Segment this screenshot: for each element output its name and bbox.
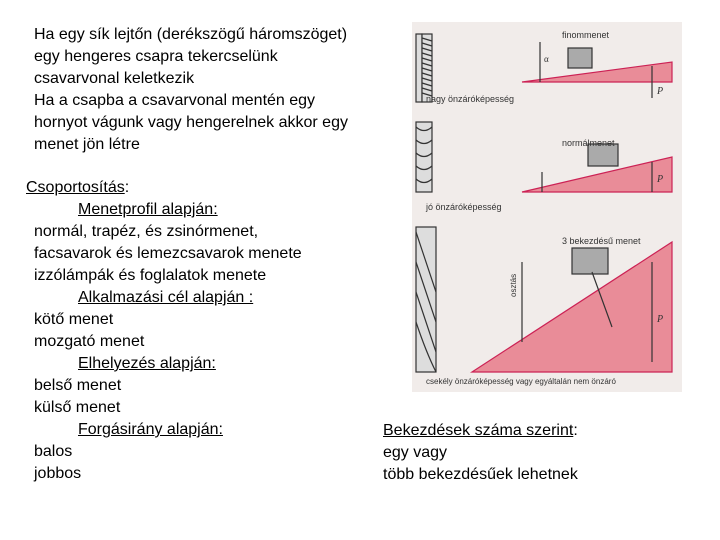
normal-thread-panel	[416, 122, 672, 192]
list-item: normál, trapéz, és zsinórmenet,	[34, 223, 259, 240]
thread-diagram	[412, 22, 682, 392]
list-item: facsavarok és lemezcsavarok menete	[34, 245, 302, 262]
intro-line: menet jön létre	[34, 136, 140, 153]
slope-wedge	[522, 62, 672, 82]
section-title: Forgásirány alapján:	[78, 421, 223, 438]
fine-label: finommenet	[562, 30, 610, 40]
fine-caption: nagy önzáróképesség	[426, 94, 515, 104]
list-item: belső menet	[34, 377, 122, 394]
intro-line: egy hengeres csapra tekercselünk	[34, 48, 278, 65]
pitch-symbol: P	[657, 314, 664, 325]
starts-heading	[383, 420, 713, 442]
section-title: Alkalmazási cél alapján :	[78, 289, 254, 306]
section-title: Menetprofil alapján:	[78, 201, 218, 218]
starts-line: több bekezdésűek lehetnek	[383, 466, 578, 483]
multi-caption: csekély önzáróképesség vagy egyáltalán nem önzáró	[426, 377, 616, 386]
multi-label: 3 bekezdésű menet	[562, 236, 641, 246]
fine-thread-panel	[416, 34, 672, 102]
list-item: mozgató menet	[34, 333, 145, 350]
starts-paragraph	[383, 420, 713, 486]
cylinder-edge	[416, 34, 422, 102]
pitch-symbol: P	[657, 86, 664, 97]
intro-line: csavarvonal keletkezik	[34, 70, 195, 87]
list-item: külső menet	[34, 399, 121, 416]
intro-line: Ha a csapba a csavarvonal mentén egy	[34, 92, 316, 109]
starts-line: egy vagy	[383, 444, 448, 461]
normal-label: normálmenet	[562, 138, 615, 148]
nut-block	[568, 48, 592, 68]
multi-thread-panel	[416, 227, 672, 372]
nut-block	[572, 248, 608, 274]
grouping-heading-colon: :	[124, 179, 130, 196]
intro-line: hornyot vágunk vagy hengerelnek akkor egy	[34, 114, 348, 131]
list-item: kötő menet	[34, 311, 114, 328]
list-item: jobbos	[34, 465, 82, 482]
starts-heading-colon: :	[573, 422, 578, 439]
normal-caption: jó önzáróképesség	[426, 202, 502, 212]
intro-paragraph	[34, 24, 404, 156]
thread-diagram-svg	[412, 22, 682, 392]
alpha-symbol: α	[544, 54, 549, 64]
grouping-heading-text: Csoportosítás	[26, 179, 125, 196]
grouping-heading	[26, 177, 386, 199]
intro-line: Ha egy sík lejtőn (derékszögű háromszöget)	[34, 26, 348, 43]
pitch-symbol: P	[657, 174, 664, 185]
starts-heading-text: Bekezdések száma szerint	[383, 422, 574, 439]
grouping-list	[26, 177, 386, 485]
list-item: balos	[34, 443, 73, 460]
list-item: izzólámpák és foglalatok menete	[34, 267, 267, 284]
lead-label: osztás	[509, 273, 518, 297]
section-title: Elhelyezés alapján:	[78, 355, 216, 372]
